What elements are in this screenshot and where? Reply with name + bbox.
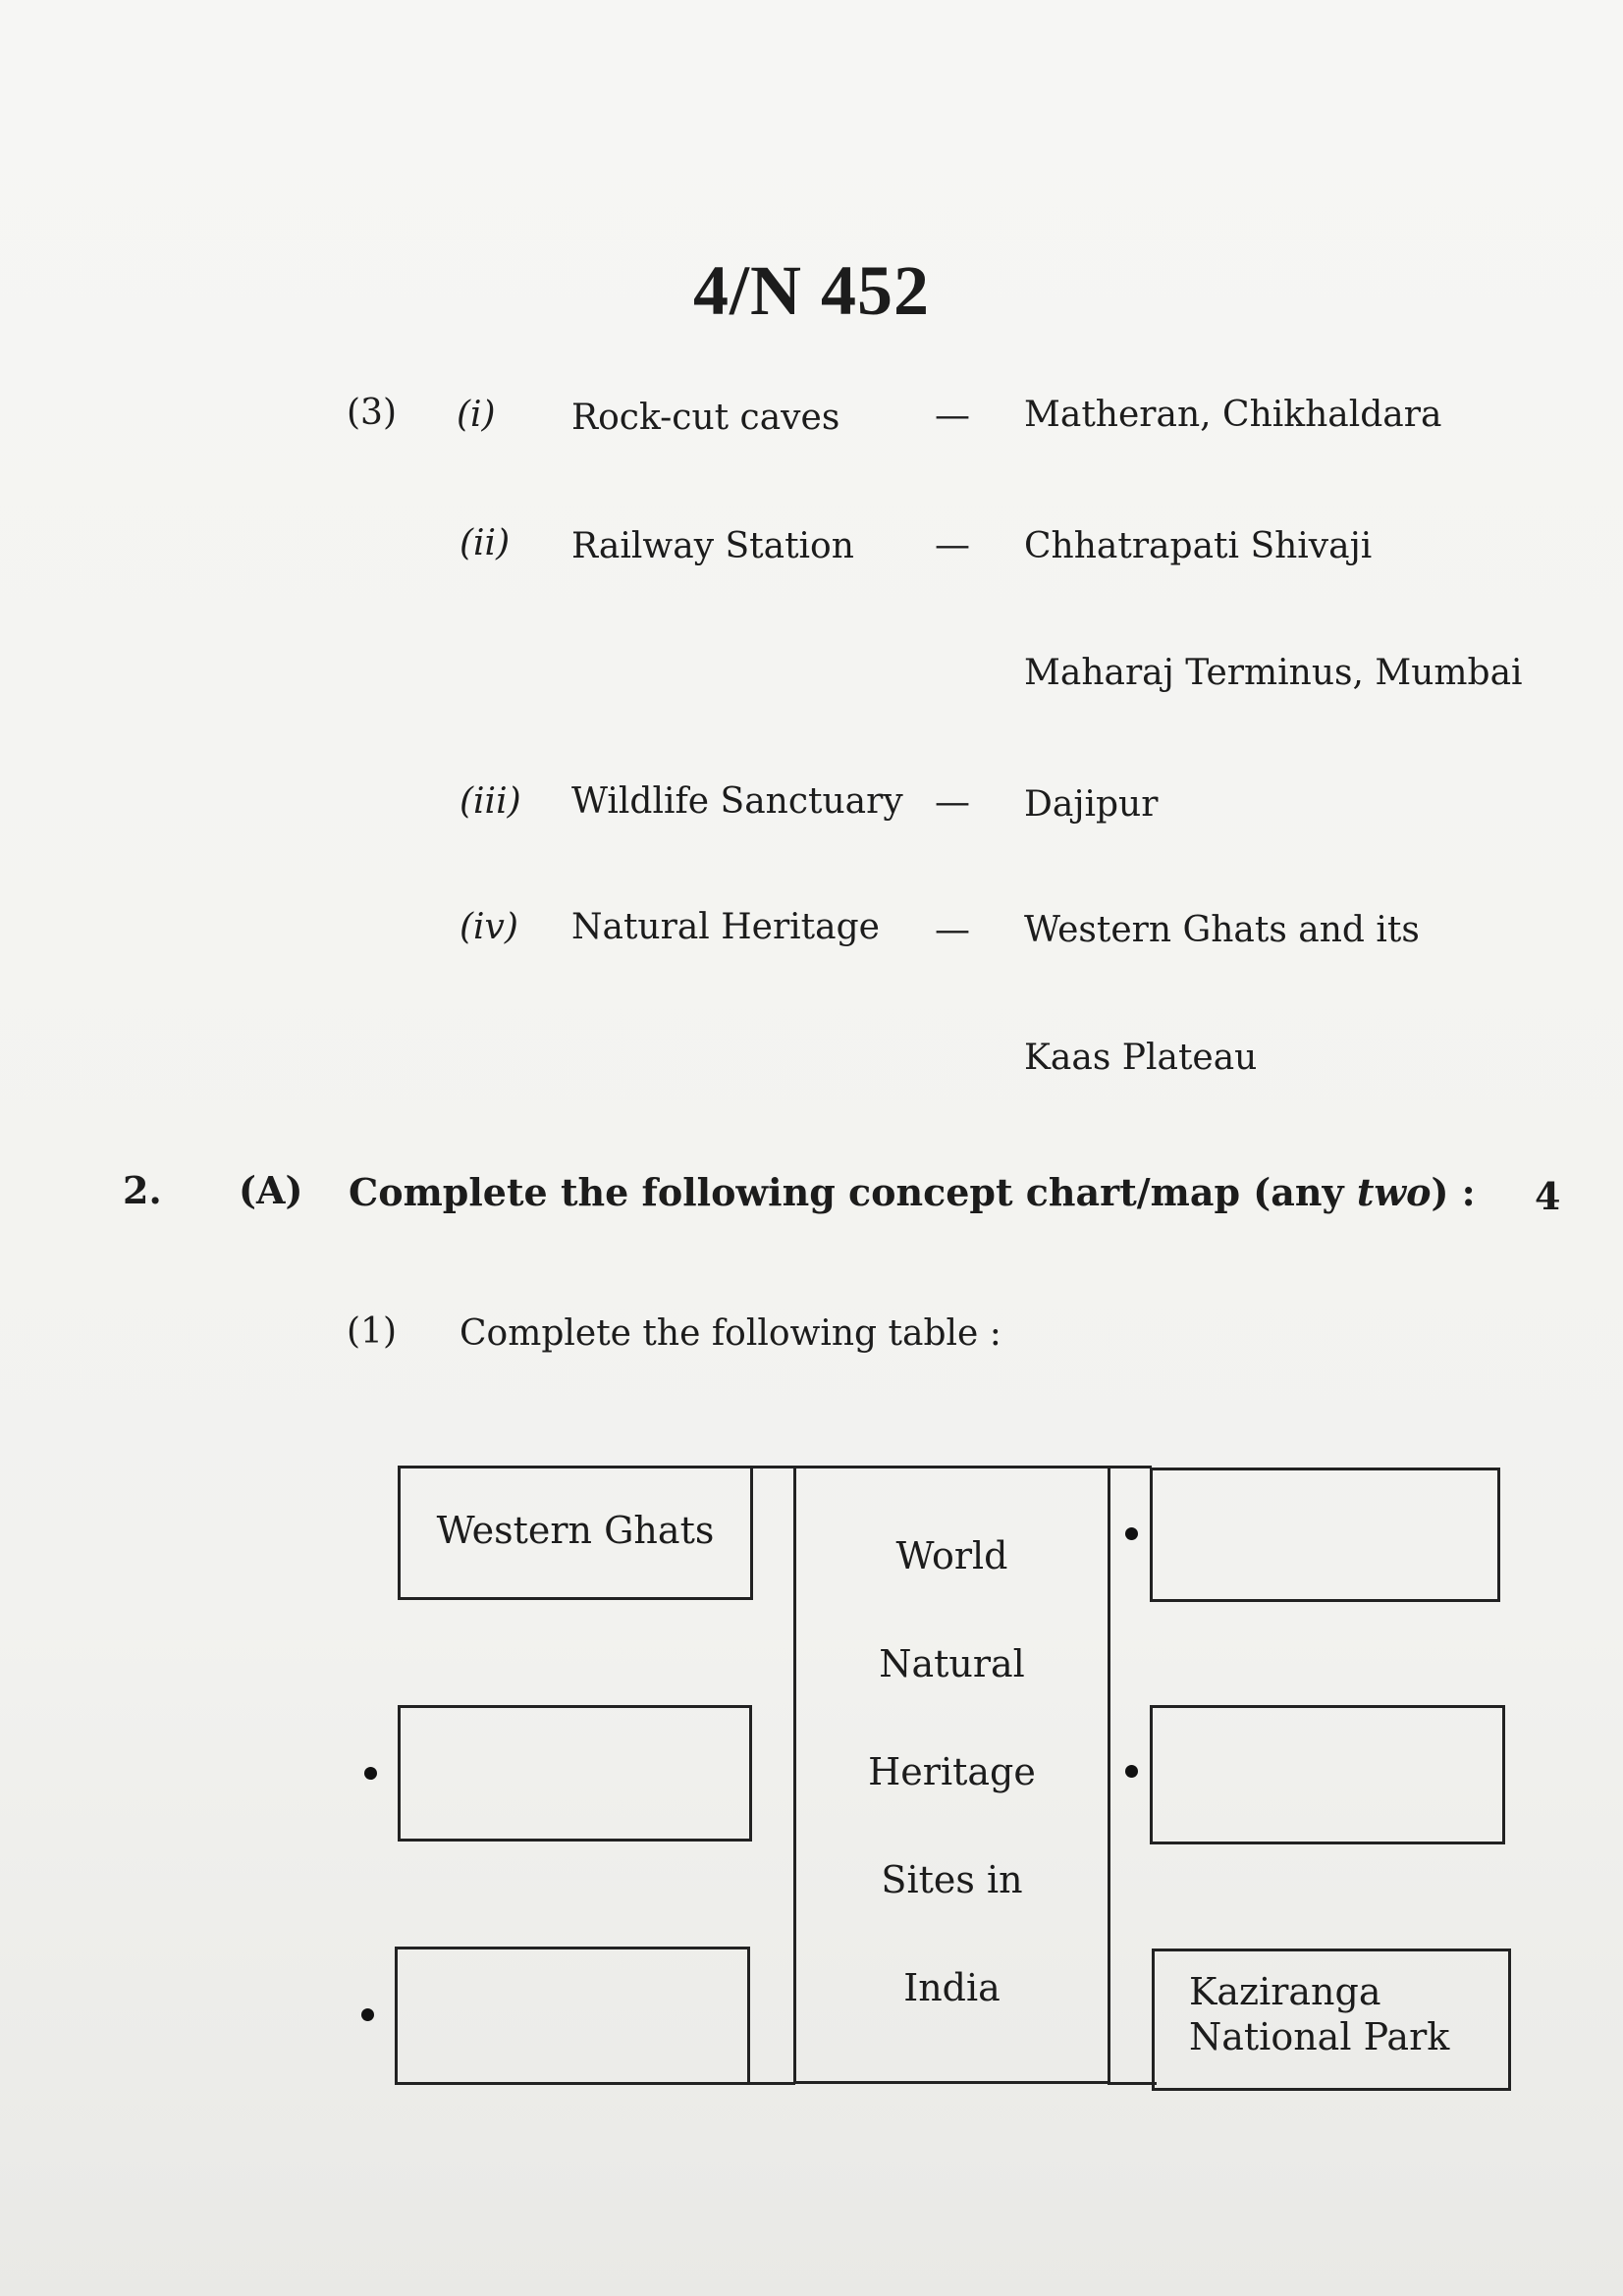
bullet-dot [1125, 1527, 1138, 1540]
question-part: (A) [239, 1168, 303, 1212]
item-dash-1: — [935, 396, 970, 436]
bullet-dot [364, 1767, 377, 1780]
question-text-end: ) : [1431, 1170, 1476, 1214]
connector-line [1108, 2082, 1157, 2085]
section-number: (3) [347, 393, 397, 433]
item-dash-3: — [935, 782, 970, 823]
left-box-middle[interactable] [398, 1705, 752, 1842]
left-box-bottom[interactable] [395, 1947, 750, 2085]
center-text-line-2: Natural [879, 1642, 1025, 1685]
item-dash-4: — [935, 910, 970, 950]
item-label-2: Railway Station [571, 526, 854, 566]
item-roman-4: (iv) [460, 907, 518, 947]
question-text-main: Complete the following concept chart/map (any [349, 1170, 1357, 1214]
item-label-3: Wildlife Sanctuary [571, 781, 903, 822]
item-answer-1: Matheran, Chikhaldara [1024, 395, 1442, 435]
right-box-bottom-text-2: National Park [1189, 2015, 1450, 2058]
right-box-top[interactable] [1150, 1468, 1500, 1602]
question-text [349, 1170, 1476, 1214]
item-roman-1: (i) [457, 395, 496, 435]
connector-line [750, 1466, 795, 1468]
subquestion-number: (1) [347, 1311, 397, 1352]
item-answer-4b: Kaas Plateau [1024, 1038, 1258, 1078]
item-answer-2a: Chhatrapati Shivaji [1024, 526, 1373, 566]
item-answer-3: Dajipur [1024, 784, 1159, 825]
question-number: 2. [123, 1168, 162, 1212]
center-text-line-3: Heritage [868, 1750, 1036, 1793]
item-roman-2: (ii) [460, 523, 511, 563]
question-text-italic: two [1356, 1170, 1432, 1214]
page-code: 4/N 452 [693, 251, 930, 330]
item-roman-3: (iii) [460, 781, 521, 822]
question-marks: 4 [1535, 1174, 1561, 1218]
connector-line [750, 2082, 795, 2085]
item-answer-4a: Western Ghats and its [1024, 910, 1420, 950]
bullet-dot [1125, 1765, 1138, 1778]
bullet-dot [361, 2008, 374, 2021]
connector-line [1108, 1466, 1152, 1468]
right-box-bottom-text-1: Kaziranga [1189, 1970, 1381, 2013]
item-label-1: Rock-cut caves [571, 398, 840, 438]
item-answer-2b: Maharaj Terminus, Mumbai [1024, 653, 1523, 693]
right-box-middle[interactable] [1150, 1705, 1505, 1844]
item-label-4: Natural Heritage [571, 907, 880, 947]
item-dash-2: — [935, 525, 970, 565]
subquestion-text: Complete the following table : [460, 1313, 1001, 1354]
center-text-line-1: World [895, 1534, 1008, 1577]
center-text-line-5: India [903, 1966, 1001, 2009]
center-text-line-4: Sites in [881, 1858, 1023, 1901]
left-box-top-text: Western Ghats [436, 1509, 715, 1552]
